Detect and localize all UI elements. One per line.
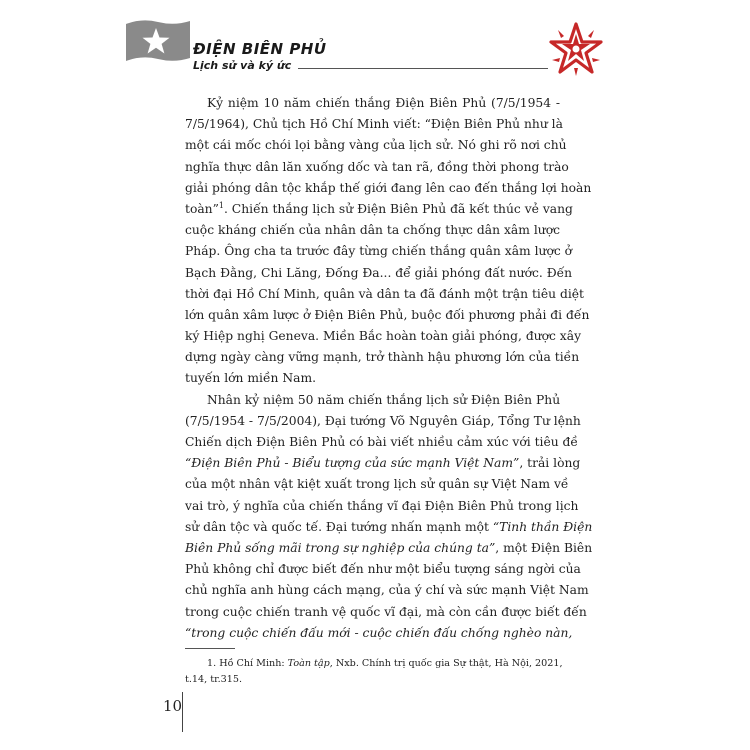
text-line: lớn quân xâm lược ở Điện Biên Phủ, buộc đối phương phải đi đến (185, 307, 590, 322)
text-line (185, 453, 581, 474)
text-line: ký Hiệp nghị Geneva. Miền Bắc hoàn toàn giải phóng, được xây (185, 329, 582, 344)
text-fragment: 1. Hồ Chí Minh: (207, 658, 288, 669)
text-fragment: , một Điện Biên (495, 540, 593, 555)
text-line: Chiến dịch Điện Biên Phủ có bài viết nhiều cảm xúc với tiêu đề (185, 435, 578, 449)
text-line (185, 538, 593, 559)
footnote-marker: 1 (218, 200, 224, 210)
italic-quote: “Tinh thần Điện (492, 519, 593, 534)
text-line: vai trò, ý nghĩa của chiến thắng vĩ đại Điện Biên Phủ trong lịch (185, 498, 579, 513)
text-line: cuộc kháng chiến của nhân dân ta chống thực dân xâm lược (185, 223, 560, 238)
text-fragment: toàn” (185, 201, 219, 216)
text-line: chủ nghĩa anh hùng cách mạng, của ý chí và sức mạnh Việt Nam (185, 583, 589, 598)
text-line: trong cuộc chiến tranh vệ quốc vĩ đại, mà còn cần được biết đến (185, 604, 587, 619)
footnote-line (185, 656, 563, 672)
text-line: tuyến lớn miền Nam. (185, 371, 317, 386)
star-emblem-icon (546, 20, 606, 80)
text-line (185, 517, 593, 538)
italic-quote: Biên Phủ sống mãi trong sự nghiệp của chúng ta” (185, 540, 496, 555)
text-fragment: . Chiến thắng lịch sử Điện Biên Phủ đã kết thúc vẻ vang (223, 201, 573, 216)
text-line: Phủ không chỉ được biết đến như một biểu tượng sáng ngời của (185, 562, 581, 577)
text-line: (7/5/1954 - 7/5/2004), Đại tướng Võ Nguyên Giáp, Tổng Tư lệnh (185, 413, 581, 428)
page-number-bar (182, 692, 183, 732)
text-line: Nhân kỷ niệm 50 năm chiến thắng lịch sử Điện Biên Phủ (207, 392, 561, 407)
text-line: nghĩa thực dân lăn xuống dốc và tan rã, đồng thời phong trào (185, 159, 569, 174)
text-line: một cái mốc chói lọi bằng vàng của lịch sử. Nó ghi rõ nơi chủ (185, 138, 567, 153)
flag-star-icon (126, 18, 190, 64)
footnote-divider (185, 648, 235, 649)
text-line: Pháp. Ông cha ta trước đây từng chiến thắng quân xâm lược ở (185, 244, 573, 259)
text-line (185, 199, 573, 220)
text-line: dựng ngày càng vững mạnh, trở thành hậu phương lớn của tiền (185, 350, 580, 365)
body-text (185, 93, 593, 644)
running-header-subtitle: Lịch sử và ký ức (193, 59, 292, 72)
text-line: “trong cuộc chiến đấu mới - cuộc chiến đấu chống nghèo nàn, (185, 625, 573, 640)
text-fragment: sử dân tộc và quốc tế. Đại tướng nhấn mạnh một (185, 519, 493, 534)
text-line: giải phóng dân tộc khắp thế giới đang lên cao đến thắng lợi hoàn (185, 180, 592, 195)
text-line: Kỷ niệm 10 năm chiến thắng Điện Biên Phủ (7/5/1954 - (207, 96, 560, 110)
running-header-title: ĐIỆN BIÊN PHỦ (193, 40, 327, 58)
page-number: 10 (163, 697, 183, 715)
text-fragment: , Nxb. Chính trị quốc gia Sự thật, Hà Nội, 2021, (329, 658, 563, 669)
footnote-line: t.14, tr.315. (185, 674, 243, 685)
book-title: Toàn tập (287, 658, 330, 669)
text-line: 7/5/1964), Chủ tịch Hồ Chí Minh viết: “Điện Biên Phủ như là (185, 117, 563, 132)
text-line: thời đại Hồ Chí Minh, quân và dân ta đã đánh một trận tiêu diệt (185, 286, 584, 301)
text-line: của một nhân vật kiệt xuất trong lịch sử quân sự Việt Nam về (185, 477, 569, 492)
italic-quote: “Điện Biên Phủ - Biểu tượng của sức mạnh Việt Nam” (185, 456, 520, 471)
header-divider (298, 68, 548, 69)
text-fragment: , trải lòng (519, 456, 581, 471)
text-line: Bạch Đằng, Chi Lăng, Đống Đa... để giải phóng đất nước. Đến (185, 265, 573, 280)
footnote (185, 656, 563, 688)
